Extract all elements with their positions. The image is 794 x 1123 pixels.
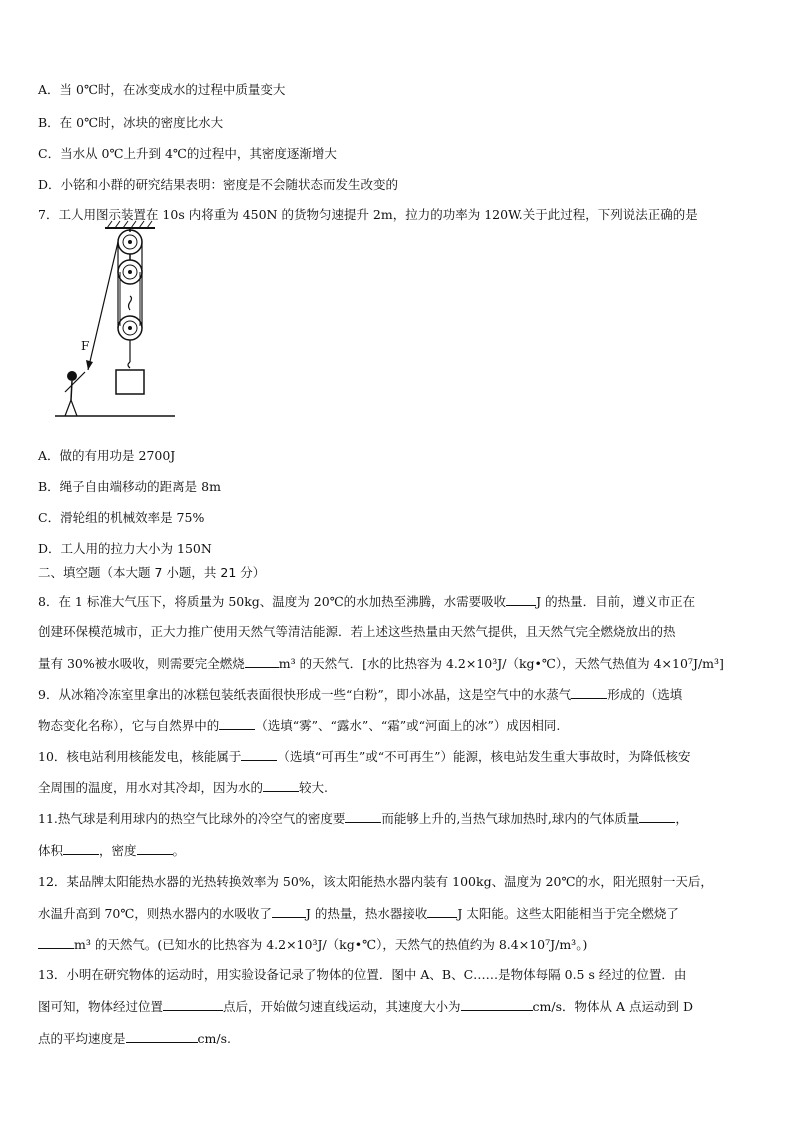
q9-line1 xyxy=(38,686,682,703)
q8-text-1b: J 的热量．目前，遵义市正在 xyxy=(536,594,696,609)
q13-line2 xyxy=(38,998,693,1015)
q11-text-1a: 11.热气球是利用球内的热空气比球外的冷空气的密度要 xyxy=(38,811,346,826)
answer-blank[interactable] xyxy=(427,905,457,918)
q9-text-1a: 9．从冰箱冷冻室里拿出的冰糕包装纸表面很快形成一些“白粉”，即小冰晶，这是空气中的水蒸气 xyxy=(38,687,572,702)
q13-text-2b: 点后，开始做匀速直线运动，其速度大小为 xyxy=(223,999,461,1014)
q10-text-1a: 10．核电站利用核能发电，核能属于 xyxy=(38,749,242,764)
q8-line1 xyxy=(38,593,695,610)
q9-line2 xyxy=(38,717,560,734)
force-label: F xyxy=(81,339,90,353)
q11-line2 xyxy=(38,842,185,859)
q6-option-a: A．当 0℃时，在冰变成水的过程中质量变大 xyxy=(38,82,286,97)
q7-option-a: A．做的有用功是 2700J xyxy=(38,448,176,463)
pulley-system-figure xyxy=(55,220,175,420)
q8-text-3a: 量有 30%被水吸收，则需要完全燃烧 xyxy=(38,656,245,671)
answer-blank[interactable] xyxy=(163,998,223,1011)
q7-stem: 7．工人用图示装置在 10s 内将重为 450N 的货物匀速提升 2m，拉力的功率为 120W.关于此过程，下列说法正确的是 xyxy=(38,207,698,222)
answer-blank[interactable] xyxy=(571,686,607,699)
q11-text-2c: 。 xyxy=(172,843,186,858)
answer-blank[interactable] xyxy=(639,810,675,823)
q12-line1: 12．某品牌太阳能热水器的光热转换效率为 50%，该太阳能热水器内装有 100kg、温度为 20℃的水，阳光照射一天后， xyxy=(38,874,713,889)
q9-text-1b: 形成的（选填 xyxy=(607,687,683,702)
q12-text-3a: m³ 的天然气。(已知水的比热容为 4.2×10³J/（kg•℃），天然气的热值约为 8.4×10⁷J/m³。) xyxy=(74,937,588,952)
q13-text-3b: cm/s. xyxy=(197,1031,231,1046)
q6-option-d: D．小铭和小群的研究结果表明：密度是不会随状态而发生改变的 xyxy=(38,177,399,192)
q7-option-c: C．滑轮组的机械效率是 75% xyxy=(38,510,205,525)
q6-option-b: B．在 0℃时，冰块的密度比水大 xyxy=(38,115,224,130)
q8-text-1a: 8．在 1 标准大气压下，将质量为 50kg、温度为 20℃的水加热至沸腾，水需要吸收 xyxy=(38,594,507,609)
q13-text-2a: 图可知，物体经过位置 xyxy=(38,999,164,1014)
q10-line2 xyxy=(38,779,328,796)
answer-blank[interactable] xyxy=(137,842,173,855)
answer-blank[interactable] xyxy=(126,1030,198,1043)
answer-blank[interactable] xyxy=(506,593,536,606)
q10-text-1b: （选填“可再生”或“不可再生”）能源，核电站发生重大事故时，为降低核安 xyxy=(277,749,691,764)
q11-line1 xyxy=(38,810,688,827)
answer-blank[interactable] xyxy=(245,655,279,668)
q7-option-b: B．绳子自由端移动的距离是 8m xyxy=(38,479,221,494)
q10-text-2a: 全周围的温度，用水对其冷却，因为水的 xyxy=(38,780,264,795)
q8-line3 xyxy=(38,655,724,672)
q6-option-c: C．当水从 0℃上升到 4℃的过程中，其密度逐渐增大 xyxy=(38,146,337,161)
q9-text-2b: （选填“雾”、“露水”、“霜”或“河面上的冰”）成因相同. xyxy=(255,718,561,733)
q11-text-1c: ， xyxy=(675,811,688,826)
q12-text-2b: J 的热量，热水器接收 xyxy=(305,906,428,921)
q7-option-d: D．工人用的拉力大小为 150N xyxy=(38,541,212,556)
q13-text-3a: 点的平均速度是 xyxy=(38,1031,126,1046)
q10-text-2b: 较大. xyxy=(299,780,328,795)
q9-text-2a: 物态变化名称），它与自然界中的 xyxy=(38,718,220,733)
section-heading: 二、填空题（本大题 7 小题，共 21 分） xyxy=(38,565,266,580)
q12-line3 xyxy=(38,936,587,953)
q11-text-1b: 而能够上升的,当热气球加热时,球内的气体质量 xyxy=(381,811,640,826)
q8-line2: 创建环保模范城市，正大力推广使用天然气等清洁能源．若上述这些热量由天然气提供，且天然气完全燃烧放出的热 xyxy=(38,624,676,639)
answer-blank[interactable] xyxy=(38,936,74,949)
answer-blank[interactable] xyxy=(241,748,277,761)
q13-line1: 13．小明在研究物体的运动时，用实验设备记录了物体的位置．图中 A、B、C……是物体每隔 0.5 s 经过的位置．由 xyxy=(38,967,687,982)
answer-blank[interactable] xyxy=(263,779,299,792)
q13-line3 xyxy=(38,1030,231,1047)
q11-text-2a: 体积 xyxy=(38,843,64,858)
q12-text-2a: 水温升高到 70℃，则热水器内的水吸收了 xyxy=(38,906,272,921)
q12-line2 xyxy=(38,905,679,922)
answer-blank[interactable] xyxy=(461,998,533,1011)
answer-blank[interactable] xyxy=(63,842,99,855)
q12-text-2c: J 太阳能。这些太阳能相当于完全燃烧了 xyxy=(457,906,679,921)
q13-text-2c: cm/s．物体从 A 点运动到 D xyxy=(532,999,693,1014)
q10-line1 xyxy=(38,748,691,765)
answer-blank[interactable] xyxy=(272,905,306,918)
answer-blank[interactable] xyxy=(345,810,381,823)
q8-text-3b: m³ 的天然气．[水的比热容为 4.2×10³J/（kg•℃），天然气热值为 4×10⁷J/m³] xyxy=(278,656,724,671)
answer-blank[interactable] xyxy=(219,717,255,730)
q11-text-2b: ，密度 xyxy=(99,843,137,858)
